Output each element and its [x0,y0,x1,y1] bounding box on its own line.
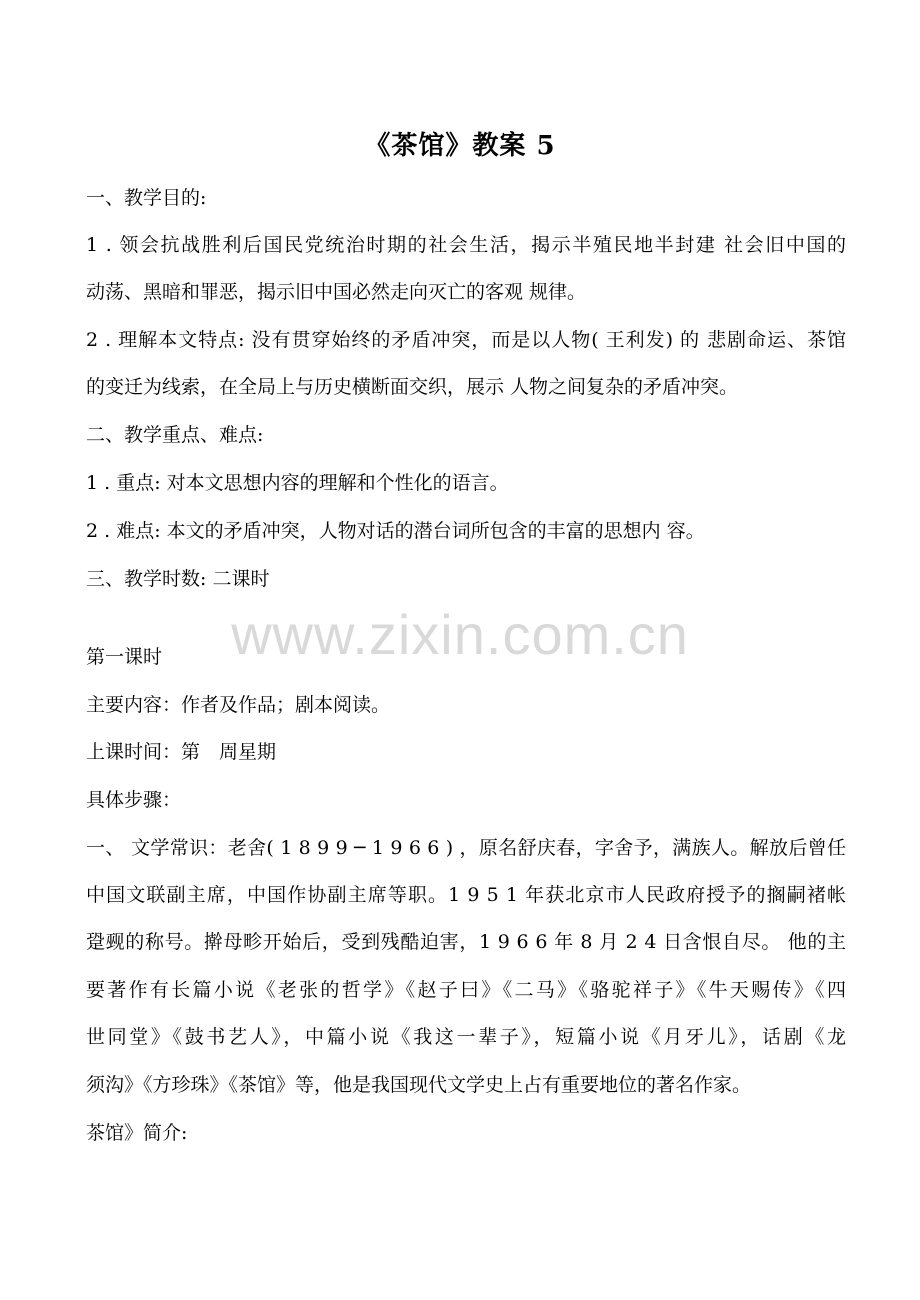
section-heading-key-points: 二、教学重点、难点: [86,424,264,446]
page-title: 《茶馆》教案 5 [364,131,556,161]
lesson-heading: 第一课时 [86,646,163,668]
paragraph-line: 上课时间：第 周星期 [86,741,277,763]
paragraph-line: 主要内容：作者及作品；剧本阅读。 [86,694,391,716]
paragraph-line: 中国文联副主席，中国作协副主席等职。1 9 5 1 年获北京市人民政府授予的搁嗣褚帐 [86,884,846,906]
section-heading-introduction: 茶馆》简介: [86,1122,188,1144]
paragraph-line: 一、 文学常识：老舍( 1 8 9 9 ─ 1 9 6 6 ) ，原名舒庆春，字舍予，满族人。解放后曾任 [86,837,846,859]
paragraph-line: 2 . 难点: 本文的矛盾冲突，人物对话的潜台词所包含的丰富的思想内 容。 [86,520,705,542]
paragraph-line: 世同堂》《鼓书艺人》，中篇小说《我这一辈子》，短篇小说《月牙儿》，话剧《龙 [86,1026,846,1048]
paragraph-line: 跫觋的称号。擀母畛开始后，受到残酷迫害，1 9 6 6 年 8 月 2 4 日含恨自尽。 他的主 [86,931,846,953]
paragraph-line: 动荡、黑暗和罪恶，揭示旧中国必然走向灭亡的客观 规律。 [86,281,587,303]
paragraph-line: 须沟》《方珍珠》《茶馆》等，他是我国现代文学史上占有重要地位的著名作家。 [86,1074,752,1096]
paragraph-line: 2 . 理解本文特点: 没有贯穿始终的矛盾冲突，而是以人物( 王利发) 的 悲剧命运、茶馆 [86,329,846,351]
paragraph-line: 1 . 领会抗战胜利后国民党统治时期的社会生活，揭示半殖民地半封建 社会旧中国的 [86,234,846,256]
paragraph-line: 的变迁为线索，在全局上与历史横断面交织，展示 人物之间复杂的矛盾冲突。 [86,376,739,398]
paragraph-line: 具体步骤： [86,789,182,811]
watermark: www.zixin.com.cn [231,603,689,666]
paragraph-line: 要著作有长篇小说《老张的哲学》《赵子曰》《二马》《骆驼祥子》《牛天赐传》《四 [86,979,846,1001]
section-heading-objectives: 一、教学目的: [86,187,207,209]
paragraph-line: 1 . 重点: 对本文思想内容的理解和个性化的语言。 [86,472,509,494]
section-heading-hours: 三、教学时数: 二课时 [86,568,270,590]
